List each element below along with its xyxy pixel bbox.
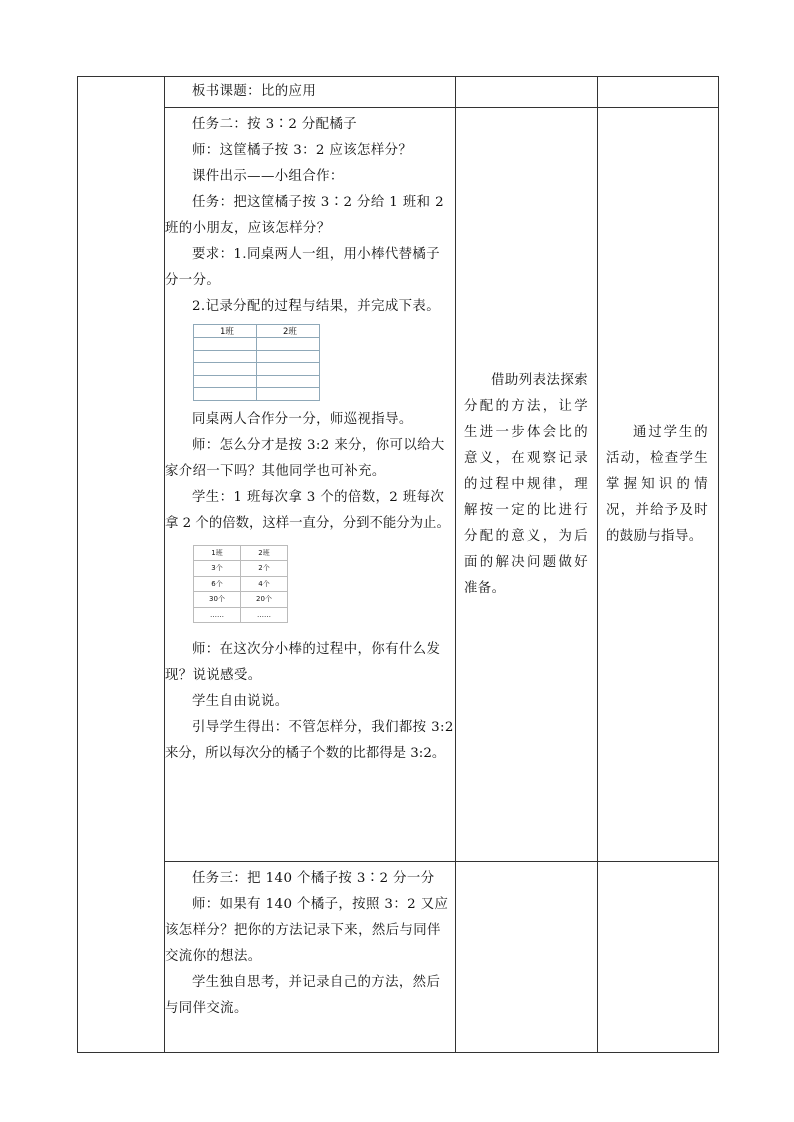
table-cell: …… [241,607,288,623]
board-title: 板书课题：比的应用 [192,84,317,99]
blank-cell [257,388,320,401]
evaluation-text: 通过学生的活动，检查学生掌握知识的情况，并给予及时的鼓励与指导。 [606,424,708,544]
blank-cell [194,338,257,351]
filled-table-header-1: 1班 [194,545,241,561]
teacher-question-3b: 现？说说感受。 [165,668,262,683]
task2-cell [165,108,456,862]
header-row [78,77,719,108]
blank-cell [257,338,320,351]
task2-row [78,108,719,862]
teacher-question-2b: 家介绍一下吗？其他同学也可补充。 [165,463,386,479]
blank-cell [194,350,257,363]
conclusion-b: 来分，所以每次分的橘子个数的比都得是 3:2。 [165,746,446,761]
pair-work-line: 同桌两人合作分一分，师巡视指导。 [192,411,413,427]
teacher-question-3a: 师：在这次分小棒的过程中，你有什么发 [192,642,441,657]
evaluation-cell [598,108,719,862]
courseware-line: 课件出示——小组合作： [192,169,344,184]
table-cell: 20个 [241,592,288,608]
table-cell: …… [194,607,241,623]
header-eval-cell [598,77,719,108]
record-table-filled [193,545,288,624]
teacher-question-1: 师：这筐橘子按 3：2 应该怎样分？ [192,143,413,158]
conclusion-a: 引导学生得出：不管怎样分，我们都按 3:2 [192,720,454,735]
blank-table-header-2: 2班 [257,325,320,338]
filled-table-header-2: 2班 [241,545,288,561]
table-cell: 2个 [241,561,288,577]
task3-teacher-c: 交流你的想法。 [165,949,262,964]
requirement-line-a: 要求：1.同桌两人一组，用小棒代替橘子 [192,247,441,262]
blank-cell [257,375,320,388]
student-answer-b: 拿 2 个的倍数，这样一直分，分到不能分为止。 [165,515,450,531]
blank-cell [194,375,257,388]
blank-cell [257,350,320,363]
table-cell: 6个 [194,576,241,592]
requirement-line-b: 分一分。 [165,273,221,288]
design-intent-text: 借助列表法探索分配的方法，让学生进一步体会比的意义，在观察记录的过程中规律，理解按一定的比进行分配的意义，为后面的解决问题做好准备。 [464,372,588,596]
task3-title: 任务三：把 140 个橘子按 3∶2 分一分 [192,871,435,886]
task3-eval-cell [598,862,719,1053]
task-line-b: 班的小朋友，应该怎样分？ [165,221,331,236]
stage-cell [78,77,165,1053]
task3-teacher-b: 该怎样分？把你的方法记录下来，然后与同伴 [165,923,441,938]
task2-title: 任务二：按 3∶2 分配橘子 [192,117,358,132]
table-cell: 30个 [194,592,241,608]
blank-cell [194,388,257,401]
task3-row [78,862,719,1053]
task-line-a: 任务：把这筐橘子按 3∶2 分给 1 班和 2 [192,195,445,210]
header-intent-cell [456,77,598,108]
task3-student-a: 学生独自思考，并记录自己的方法，然后 [192,975,441,990]
table-cell: 3个 [194,561,241,577]
record-table-blank [193,324,320,401]
board-title-cell [165,77,456,108]
free-talk-line: 学生自由说说。 [192,694,289,709]
lesson-plan-table [77,76,719,1053]
blank-table-header-1: 1班 [194,325,257,338]
blank-cell [257,363,320,376]
teacher-question-2a: 师：怎么分才是按 3:2 来分，你可以给大 [192,437,445,453]
blank-cell [194,363,257,376]
student-answer-a: 学生：1 班每次拿 3 个的倍数，2 班每次 [192,489,445,505]
requirement-2: 2.记录分配的过程与结果，并完成下表。 [192,299,441,314]
task3-teacher-a: 师：如果有 140 个橘子，按照 3：2 又应 [192,897,449,912]
task3-student-b: 与同伴交流。 [165,1001,248,1016]
task3-intent-cell [456,862,598,1053]
task3-cell [165,862,456,1053]
design-intent-cell [456,108,598,862]
table-cell: 4个 [241,576,288,592]
